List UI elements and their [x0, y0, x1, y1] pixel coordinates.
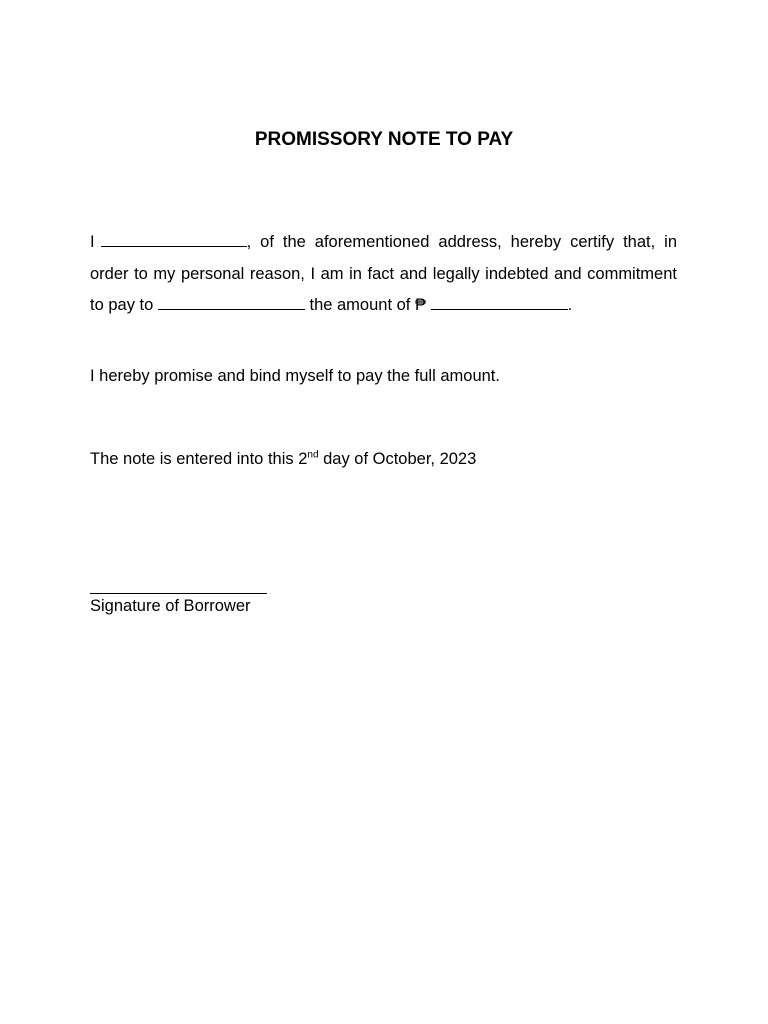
payee-blank: [158, 295, 305, 310]
paragraph-text-1: , of the aforementioned address, hereby certify that, in order to my personal reason, I am in fact and legally indebted and commitment to pay to: [90, 233, 677, 314]
date-text-suffix: day of October, 2023: [318, 450, 477, 468]
amount-blank: [431, 295, 568, 310]
promise-paragraph: I hereby promise and bind myself to pay the full amount.: [90, 367, 500, 385]
signature-label: Signature of Borrower: [90, 597, 251, 615]
borrower-name-blank: [101, 232, 247, 247]
date-ordinal-superscript: nd: [307, 449, 319, 461]
paragraph-text-2: the amount of ₱: [309, 296, 426, 314]
document-title: PROMISSORY NOTE TO PAY: [254, 129, 514, 150]
date-text-prefix: The note is entered into this 2: [90, 450, 308, 468]
paragraph-prefix: I: [90, 233, 95, 251]
certification-paragraph: [90, 227, 677, 322]
paragraph-suffix: .: [567, 296, 573, 314]
date-paragraph: [90, 447, 677, 471]
